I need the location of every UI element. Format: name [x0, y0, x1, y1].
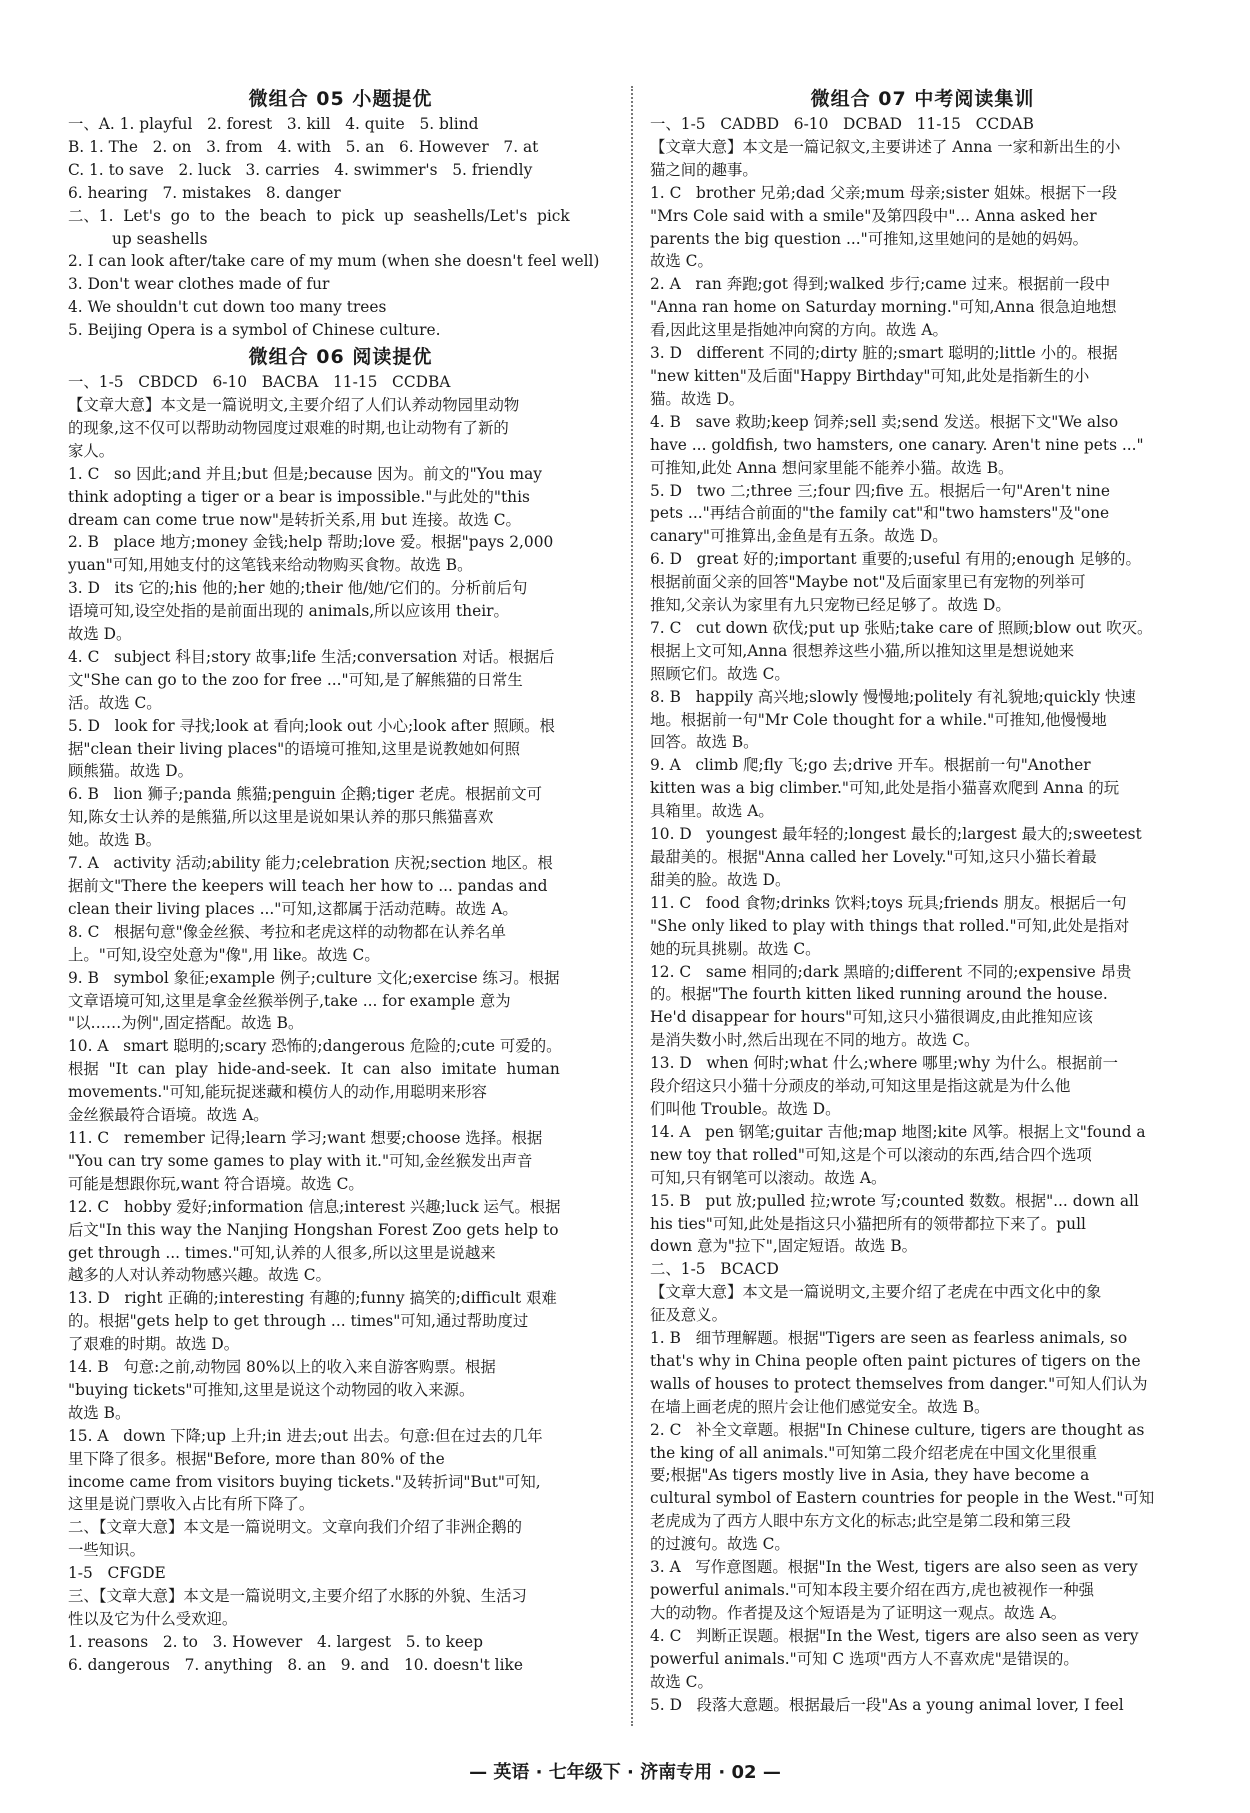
- text-line: 14. A pen 钢笔;guitar 吉他;map 地图;kite 风筝。根据上文"found a: [650, 1122, 1146, 1141]
- text-line: 7. C cut down 砍伐;put up 张贴;take care of 照顾;blow out 吹灭。: [650, 618, 1153, 637]
- text-line: 家人。: [68, 441, 115, 460]
- text-line: 猫。故选 D。: [650, 389, 745, 408]
- text-line: He'd disappear for hours"可知,这只小猫很调皮,由此推知应该: [650, 1008, 1093, 1027]
- text-line: 了艰难的时期。故选 D。: [68, 1335, 240, 1354]
- text-line: 5. D 段落大意题。根据最后一段"As a young animal lover, I feel: [650, 1695, 1124, 1714]
- text-line: 12. C same 相同的;dark 黑暗的;different 不同的;expensive 昂贵: [650, 962, 1132, 981]
- text-line: 6. D great 好的;important 重要的;useful 有用的;enough 足够的。: [650, 550, 1141, 569]
- text-line: 可推知,此处 Anna 想问家里能不能养小猫。故选 B。: [650, 458, 1014, 477]
- text-line: 照顾它们。故选 C。: [650, 664, 790, 683]
- text-line: 里下降了很多。根据"Before, more than 80% of the: [68, 1449, 445, 1468]
- text-line: his ties"可知,此处是指这只小猫把所有的领带都拉下来了。pull: [650, 1214, 1086, 1233]
- text-line: powerful animals."可知 C 选项"西方人不喜欢虎"是错误的。: [650, 1649, 1079, 1668]
- text-line: 段介绍这只小猫十分顽皮的举动,可知这里是指这就是为什么他: [650, 1077, 1071, 1096]
- text-line: 1. reasons 2. to 3. However 4. largest 5. to keep: [68, 1632, 484, 1651]
- text-line: 3. D different 不同的;dirty 脏的;smart 聪明的;little 小的。根据: [650, 344, 1118, 363]
- text-line: 的过渡句。故选 C。: [650, 1535, 790, 1554]
- text-line: 一、A. 1. playful 2. forest 3. kill 4. quite 5. blind: [68, 115, 479, 133]
- section-heading: 微组合 06 阅读提优: [248, 346, 433, 369]
- text-line: "You can try some games to play with it."可知,金丝猴发出声音: [68, 1151, 533, 1170]
- text-line: walls of houses to protect themselves from danger."可知人们认为: [650, 1374, 1148, 1393]
- text-line: 推知,父亲认为家里有九只宠物已经足够了。故选 D。: [650, 596, 1011, 615]
- text-line: 11. C food 食物;drinks 饮料;toys 玩具;friends 朋友。根据后一句: [650, 893, 1127, 912]
- text-line: 语境可知,设空处指的是前面出现的 animals,所以应该用 their。: [68, 602, 509, 621]
- section-heading: 微组合 05 小题提优: [248, 88, 433, 110]
- text-line: 【文章大意】本文是一篇说明文,主要介绍了老虎在中西文化中的象: [650, 1283, 1102, 1302]
- text-line: 她。故选 B。: [68, 831, 162, 850]
- text-line: down 意为"拉下",固定短语。故选 B。: [650, 1237, 918, 1256]
- text-line: 越多的人对认养动物感兴趣。故选 C。: [68, 1266, 331, 1285]
- text-line: 根据 "It can play hide-and-seek. It can also imitate human: [68, 1060, 560, 1079]
- text-line: get through ... times."可知,认养的人很多,所以这里是说越来: [68, 1243, 496, 1262]
- text-line: 后文"In this way the Nanjing Hongshan Forest Zoo gets help to: [68, 1220, 559, 1239]
- text-line: 6. hearing 7. mistakes 8. danger: [68, 183, 341, 202]
- text-line: 要;根据"As tigers mostly live in Asia, they have become a: [650, 1466, 1090, 1485]
- text-line: 猫之间的趣事。: [650, 160, 758, 179]
- text-line: that's why in China people often paint pictures of tigers on the: [650, 1351, 1141, 1370]
- text-line: income came from visitors buying tickets."及转折词"But"可知,: [68, 1472, 541, 1491]
- text-line: 3. A 写作意图题。根据"In the West, tigers are also seen as very: [650, 1558, 1138, 1577]
- text-line: "She only liked to play with things that rolled."可知,此处是指对: [650, 916, 1130, 935]
- text-line: 可能是想跟你玩,want 符合语境。故选 C。: [68, 1174, 364, 1193]
- text-line: 根据上文可知,Anna 很想养这些小猫,所以推知这里是想说她来: [650, 641, 1075, 660]
- text-line: 6. B lion 狮子;panda 熊猫;penguin 企鹅;tiger 老虎。根据前文可: [68, 785, 543, 804]
- text-line: powerful animals."可知本段主要介绍在西方,虎也被视作一种强: [650, 1581, 1095, 1599]
- text-line: 2. C 补全文章题。根据"In Chinese culture, tigers are thought as: [650, 1420, 1145, 1439]
- text-line: clean their living places ..."可知,这都属于活动范畴。故选 A。: [68, 899, 518, 918]
- text-line: 二、【文章大意】本文是一篇说明文。文章向我们介绍了非洲企鹅的: [68, 1518, 523, 1537]
- text-line: 知,陈女士认养的是熊猫,所以这里是说如果认养的那只熊猫喜欢: [68, 808, 494, 827]
- text-line: 一些知识。: [68, 1541, 145, 1560]
- text-line: 二、1. Let's go to the beach to pick up seashells/Let's pick: [68, 206, 570, 225]
- text-line: 5. Beijing Opera is a symbol of Chinese culture.: [68, 321, 441, 340]
- text-line: 4. C subject 科目;story 故事;life 生活;conversation 对话。根据后: [68, 647, 555, 666]
- text-line: 4. B save 救助;keep 饲养;sell 卖;send 发送。根据下文"We also: [650, 412, 1119, 431]
- text-line: 2. B place 地方;money 金钱;help 帮助;love 爱。根据"pays 2,000: [68, 533, 554, 552]
- left-column: [68, 84, 613, 1677]
- text-line: 2. I can look after/take care of my mum (when she doesn't feel well): [68, 252, 600, 271]
- text-line: 5. D look for 寻找;look at 看向;look out 小心;look after 照顾。根: [68, 716, 555, 735]
- text-line: 1. C brother 兄弟;dad 父亲;mum 母亲;sister 姐妹。根据下一段: [650, 183, 1118, 202]
- text-line: 故选 C。: [650, 1672, 713, 1691]
- text-line: 8. C 根据句意"像金丝猴、考拉和老虎这样的动物都在认养名单: [68, 922, 506, 941]
- text-line: cultural symbol of Eastern countries for people in the West."可知: [650, 1489, 1155, 1508]
- text-line: 大的动物。作者提及这个短语是为了证明这一观点。故选 A。: [650, 1603, 1067, 1622]
- text-line: 10. A smart 聪明的;scary 恐怖的;dangerous 危险的;cute 可爱的。: [68, 1037, 562, 1056]
- text-line: 一、1-5 CBDCD 6-10 BACBA 11-15 CCDBA: [68, 373, 451, 392]
- text-line: 5. D two 二;three 三;four 四;five 五。根据后一句"Aren't nine: [650, 481, 1110, 500]
- text-line: B. 1. The 2. on 3. from 4. with 5. an 6. However 7. at: [68, 137, 539, 156]
- text-line: 看,因此这里是指她冲向窝的方向。故选 A。: [650, 321, 948, 340]
- text-line: 9. A climb 爬;fly 飞;go 去;drive 开车。根据前一句"Another: [650, 756, 1091, 775]
- text-line: 一、1-5 CADBD 6-10 DCBAD 11-15 CCDAB: [650, 115, 1034, 133]
- section-heading: 微组合 07 中考阅读集训: [810, 88, 1035, 110]
- page-footer: — 英语 · 七年级下 · 济南专用 · 02 —: [469, 1762, 781, 1783]
- text-line: 这里是说门票收入占比有所下降了。: [68, 1495, 315, 1514]
- text-line: 11. C remember 记得;learn 学习;want 想要;choose 选择。根据: [68, 1128, 543, 1147]
- text-line: 地。根据前一句"Mr Cole thought for a while."可推知,他慢慢地: [650, 710, 1107, 729]
- text-line: the king of all animals."可知第二段介绍老虎在中国文化里很重: [650, 1443, 1097, 1462]
- text-line: 故选 B。: [68, 1403, 131, 1422]
- text-line: up seashells: [112, 229, 208, 248]
- text-line: movements."可知,能玩捉迷藏和模仿人的动作,用聪明来形容: [68, 1083, 487, 1102]
- text-line: 活。故选 C。: [68, 693, 162, 712]
- text-line: 二、1-5 BCACD: [650, 1260, 779, 1279]
- text-line: 1-5 CFGDE: [68, 1564, 166, 1583]
- text-line: yuan"可知,用她支付的这笔钱来给动物购买食物。故选 B。: [68, 556, 473, 575]
- text-line: 故选 C。: [650, 252, 713, 271]
- text-line: 13. D right 正确的;interesting 有趣的;funny 搞笑的;difficult 艰难: [68, 1289, 557, 1308]
- text-line: 【文章大意】本文是一篇记叙文,主要讲述了 Anna 一家和新出生的小: [650, 137, 1121, 156]
- text-line: 4. C 判断正误题。根据"In the West, tigers are also seen as very: [650, 1626, 1139, 1645]
- text-line: 【文章大意】本文是一篇说明文,主要介绍了人们认养动物园里动物: [68, 395, 520, 414]
- right-column: [650, 84, 1195, 1716]
- text-line: 回答。故选 B。: [650, 733, 759, 752]
- text-line: have ... goldfish, two hamsters, one canary. Aren't nine pets ...": [650, 435, 1144, 454]
- text-line: 她的玩具挑剔。故选 C。: [650, 939, 821, 958]
- text-line: "new kitten"及后面"Happy Birthday"可知,此处是指新生的小: [650, 366, 1090, 385]
- text-line: 们叫他 Trouble。故选 D。: [650, 1099, 841, 1118]
- text-line: 10. D youngest 最年轻的;longest 最长的;largest 最大的;sweetest: [650, 825, 1142, 844]
- text-line: 可知,只有钢笔可以滚动。故选 A。: [650, 1168, 887, 1187]
- text-line: 的。根据"gets help to get through ... times"可知,通过帮助度过: [68, 1312, 529, 1331]
- text-line: 8. B happily 高兴地;slowly 慢慢地;politely 有礼貌地;quickly 快速: [650, 687, 1136, 706]
- text-line: 的。根据"The fourth kitten liked running around the house.: [650, 985, 1108, 1004]
- text-line: 最甜美的。根据"Anna called her Lovely."可知,这只小猫长着最: [650, 848, 1097, 866]
- text-line: 性以及它为什么受欢迎。: [68, 1610, 238, 1628]
- text-line: "Mrs Cole said with a smile"及第四段中"... Anna asked her: [650, 206, 1097, 225]
- text-line: "以……为例",固定搭配。故选 B。: [68, 1014, 304, 1033]
- text-line: 14. B 句意:之前,动物园 80%以上的收入来自游客购票。根据: [68, 1358, 496, 1377]
- text-line: 据"clean their living places"的语境可推知,这里是说教她如何照: [68, 739, 521, 758]
- text-line: canary"可推算出,金鱼是有五条。故选 D。: [650, 527, 948, 546]
- text-line: 13. D when 何时;what 什么;where 哪里;why 为什么。根据前一: [650, 1054, 1118, 1073]
- text-line: 金丝猴最符合语境。故选 A。: [68, 1106, 269, 1125]
- text-line: parents the big question ..."可推知,这里她问的是她的妈妈。: [650, 229, 1089, 248]
- text-line: kitten was a big climber."可知,此处是指小猫喜欢爬到 Anna 的玩: [650, 779, 1120, 798]
- text-line: 征及意义。: [650, 1306, 727, 1325]
- text-line: 文章语境可知,这里是拿金丝猴举例子,take ... for example 意为: [68, 991, 511, 1010]
- text-line: think adopting a tiger or a bear is impossible."与此处的"this: [68, 487, 530, 506]
- text-line: 1. C so 因此;and 并且;but 但是;because 因为。前文的"You may: [68, 464, 543, 483]
- text-line: 1. B 细节理解题。根据"Tigers are seen as fearless animals, so: [650, 1329, 1128, 1348]
- text-line: dream can come true now"是转折关系,用 but 连接。故选 C。: [68, 510, 521, 529]
- text-line: 6. dangerous 7. anything 8. an 9. and 10. doesn't like: [68, 1655, 523, 1674]
- text-line: 文"She can go to the zoo for free ..."可知,是了解熊猫的日常生: [68, 670, 523, 689]
- text-line: 是消失数小时,然后出现在不同的地方。故选 C。: [650, 1031, 980, 1050]
- text-line: 4. We shouldn't cut down too many trees: [68, 298, 387, 317]
- text-line: 老虎成为了西方人眼中东方文化的标志;此空是第二段和第三段: [650, 1512, 1071, 1531]
- text-line: 故选 D。: [68, 625, 132, 644]
- text-line: 2. A ran 奔跑;got 得到;walked 步行;came 过来。根据前一段中: [650, 275, 1111, 294]
- text-line: 12. C hobby 爱好;information 信息;interest 兴趣;luck 运气。根据: [68, 1197, 561, 1216]
- text-line: 根据前面父亲的回答"Maybe not"及后面家里已有宠物的列举可: [650, 573, 1086, 592]
- text-line: 的现象,这不仅可以帮助动物园度过艰难的时期,也让动物有了新的: [68, 418, 509, 437]
- text-line: 9. B symbol 象征;example 例子;culture 文化;exercise 练习。根据: [68, 968, 560, 987]
- text-line: 3. Don't wear clothes made of fur: [68, 275, 330, 294]
- text-line: 三、【文章大意】本文是一篇说明文,主要介绍了水豚的外貌、生活习: [68, 1587, 527, 1606]
- text-line: 上。"可知,设空处意为"像",用 like。故选 C。: [68, 945, 380, 964]
- text-line: 3. D its 它的;his 他的;her 她的;their 他/她/它们的。分析前后句: [68, 579, 528, 598]
- text-line: new toy that rolled"可知,这是个可以滚动的东西,结合四个选项: [650, 1145, 1092, 1164]
- text-line: 据前文"There the keepers will teach her how to ... pandas and: [68, 877, 548, 895]
- text-line: 具箱里。故选 A。: [650, 802, 774, 821]
- text-line: 15. A down 下降;up 上升;in 进去;out 出去。句意:但在过去的几年: [68, 1426, 543, 1445]
- text-line: "buying tickets"可推知,这里是说这个动物园的收入来源。: [68, 1380, 475, 1399]
- text-line: 在墙上画老虎的照片会让他们感觉安全。故选 B。: [650, 1397, 990, 1416]
- text-line: C. 1. to save 2. luck 3. carries 4. swimmer's 5. friendly: [68, 160, 533, 179]
- text-line: "Anna ran home on Saturday morning."可知,Anna 很急迫地想: [650, 298, 1117, 317]
- text-line: 7. A activity 活动;ability 能力;celebration 庆祝;section 地区。根: [68, 854, 553, 873]
- text-line: pets ..."再结合前面的"the family cat"和"two hamsters"及"one: [650, 504, 1110, 523]
- text-line: 顾熊猫。故选 D。: [68, 762, 193, 781]
- column-divider: [631, 86, 633, 1726]
- text-line: 甜美的脸。故选 D。: [650, 870, 791, 889]
- text-line: 15. B put 放;pulled 拉;wrote 写;counted 数数。根据"... down all: [650, 1191, 1139, 1210]
